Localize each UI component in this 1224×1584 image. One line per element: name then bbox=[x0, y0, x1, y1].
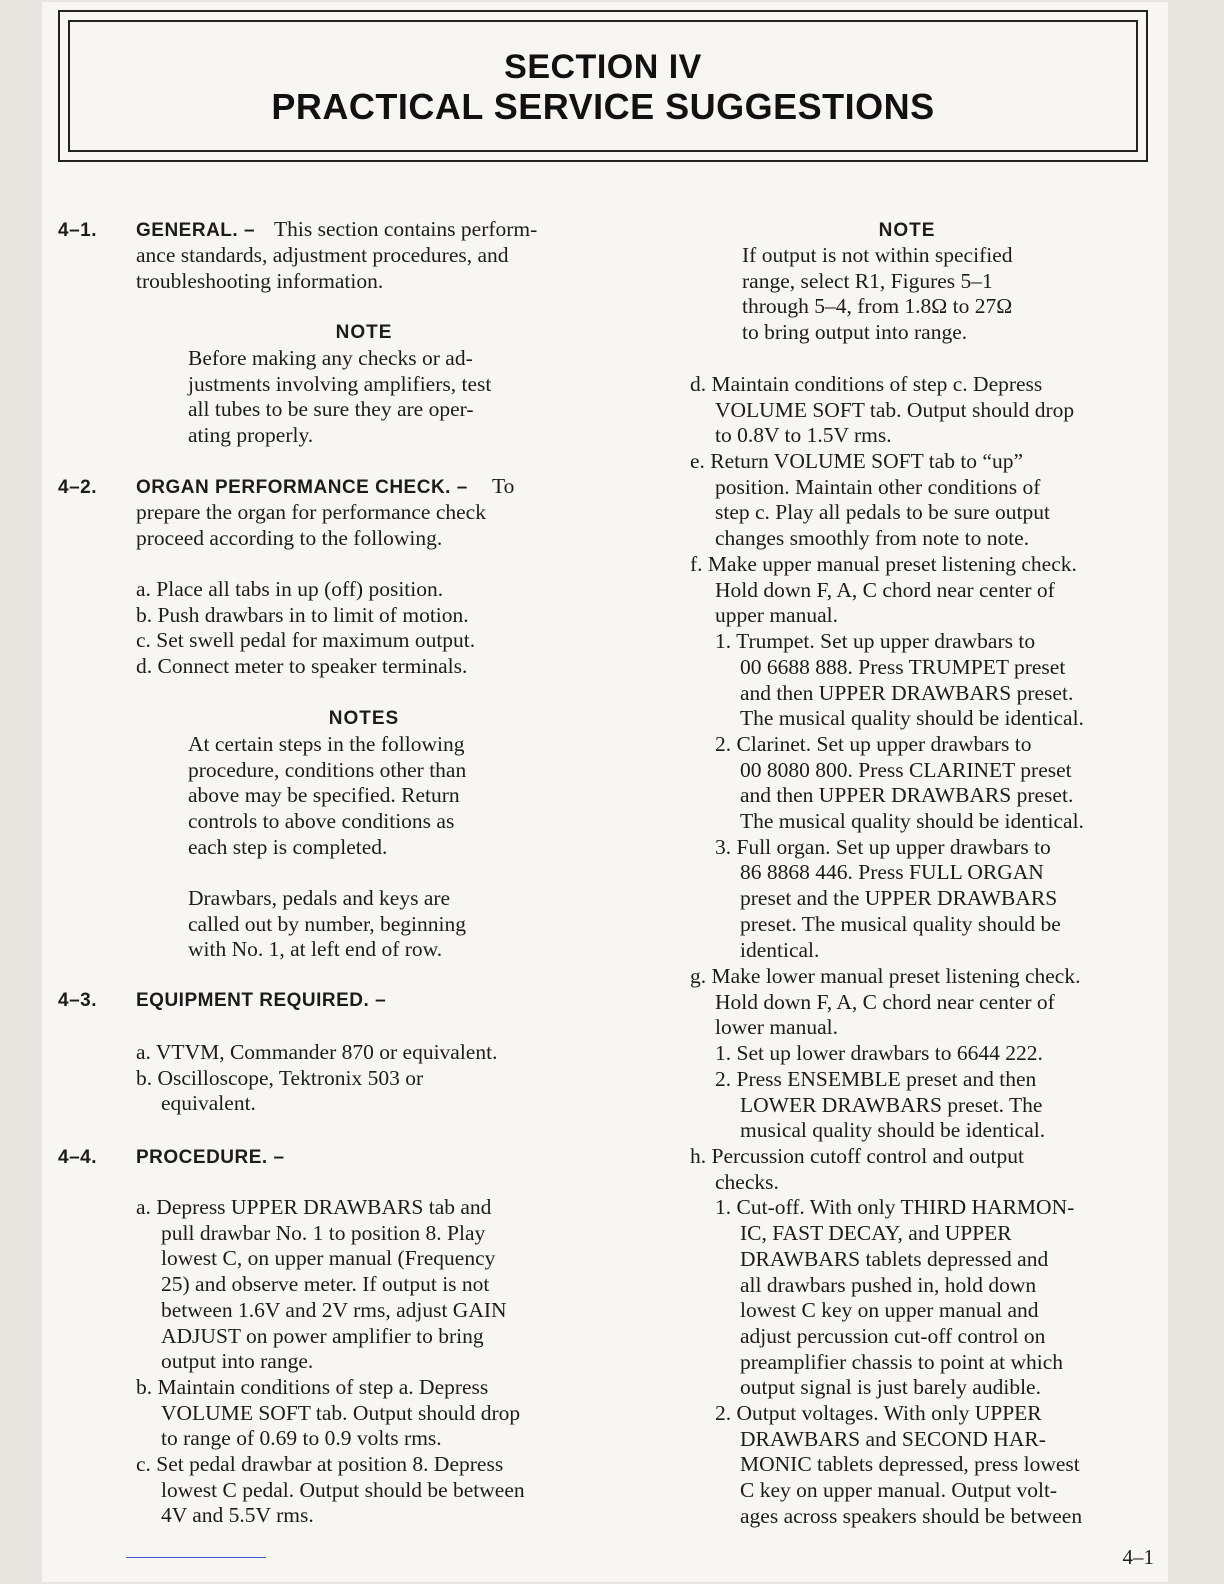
right-note-body bbox=[742, 243, 1013, 346]
list-item: 1. Cut-off. With only THIRD HARMON- bbox=[715, 1195, 1075, 1220]
text-line: step c. Play all pedals to be sure output bbox=[715, 500, 1050, 525]
text-line: VOLUME SOFT tab. Output should drop bbox=[715, 397, 1075, 422]
text-line: checks. bbox=[715, 1169, 779, 1194]
text-line: LOWER DRAWBARS preset. The bbox=[740, 1092, 1043, 1117]
text-line: to 0.8V to 1.5V rms. bbox=[715, 423, 892, 448]
section-4-2-steps bbox=[136, 577, 475, 680]
note-heading: NOTE bbox=[335, 322, 393, 343]
text-line: preset. The musical quality should be bbox=[740, 911, 1061, 936]
text-line: proceed according to the following. bbox=[136, 525, 443, 550]
text-line: DRAWBARS and SECOND HAR- bbox=[740, 1426, 1046, 1451]
list-item: 1. Set up lower drawbars to 6644 222. bbox=[715, 1041, 1043, 1066]
section-4-1-number: 4–1. bbox=[58, 220, 97, 241]
section-4-4-heading: PROCEDURE. – bbox=[136, 1147, 285, 1168]
list-item: a. Place all tabs in up (off) position. bbox=[136, 577, 444, 601]
procedure-step-d bbox=[690, 372, 1074, 449]
list-item: equivalent. bbox=[161, 1091, 256, 1116]
text-line: a. Depress UPPER DRAWBARS tab and bbox=[136, 1195, 492, 1219]
text-line: procedure, conditions other than bbox=[188, 757, 467, 782]
text-line: ance standards, adjustment procedures, and bbox=[136, 243, 509, 267]
text-line: If output is not within specified bbox=[742, 243, 1013, 267]
list-item: c. Set swell pedal for maximum output. bbox=[136, 628, 476, 653]
text-line: d. Maintain conditions of step c. Depress bbox=[690, 372, 1043, 396]
text-line: controls to above conditions as bbox=[188, 809, 455, 834]
text-line: Drawbars, pedals and keys are bbox=[188, 886, 451, 910]
section-4-2-heading: ORGAN PERFORMANCE CHECK. – bbox=[136, 477, 468, 498]
procedure-step-b bbox=[136, 1375, 520, 1452]
text-line: lowest C key on upper manual and bbox=[740, 1298, 1039, 1323]
procedure-step-f bbox=[690, 552, 1084, 963]
text-line: musical quality should be identical. bbox=[740, 1118, 1046, 1143]
text-line: 86 8868 446. Press FULL ORGAN bbox=[740, 860, 1044, 885]
section-4-3-list bbox=[136, 1040, 497, 1117]
text-line: and then UPPER DRAWBARS preset. bbox=[740, 783, 1074, 808]
section-4-2-number: 4–2. bbox=[58, 477, 97, 498]
list-item: b. Push drawbars in to limit of motion. bbox=[136, 602, 469, 627]
text-line: preamplifier chassis to point at which bbox=[740, 1349, 1064, 1374]
text-line: MONIC tablets depressed, press lowest bbox=[740, 1452, 1080, 1477]
text-line: IC, FAST DECAY, and UPPER bbox=[740, 1221, 1012, 1246]
section-4-3-number: 4–3. bbox=[58, 990, 97, 1011]
procedure-step-e bbox=[690, 449, 1050, 552]
text-line: DRAWBARS tablets depressed and bbox=[740, 1246, 1049, 1271]
text-line: ages across speakers should be between bbox=[740, 1503, 1083, 1528]
text-line: ADJUST on power amplifier to bring bbox=[161, 1323, 484, 1348]
text-line: adjust percussion cut-off control on bbox=[740, 1323, 1046, 1348]
section-4-1-body bbox=[136, 243, 509, 294]
list-item: d. Connect meter to speaker terminals. bbox=[136, 654, 468, 679]
text-line: h. Percussion cutoff control and output bbox=[690, 1144, 1024, 1168]
text-line: Hold down F, A, C chord near center of bbox=[715, 577, 1055, 602]
text-line: all drawbars pushed in, hold down bbox=[740, 1272, 1037, 1297]
text-line: each step is completed. bbox=[188, 834, 388, 859]
text-line: through 5–4, from 1.8Ω to 27Ω bbox=[742, 294, 1013, 319]
text-line: b. Maintain conditions of step a. Depress bbox=[136, 1375, 489, 1399]
text-line: The musical quality should be identical. bbox=[740, 809, 1084, 834]
section-4-4-number: 4–4. bbox=[58, 1147, 97, 1168]
procedure-step-h bbox=[690, 1144, 1082, 1530]
text-line: lower manual. bbox=[715, 1015, 838, 1040]
text-line: above may be specified. Return bbox=[188, 783, 460, 808]
section-subtitle: PRACTICAL SERVICE SUGGESTIONS bbox=[271, 86, 935, 127]
notes-body-1 bbox=[188, 732, 466, 861]
notes-body-2 bbox=[188, 886, 466, 963]
text-line: 00 6688 888. Press TRUMPET preset bbox=[740, 654, 1066, 679]
list-item: a. VTVM, Commander 870 or equivalent. bbox=[136, 1040, 498, 1064]
text-line: prepare the organ for performance check bbox=[136, 500, 486, 524]
text-line: ating properly. bbox=[188, 423, 314, 448]
text-line: position. Maintain other conditions of bbox=[715, 474, 1041, 499]
section-4-1-heading: GENERAL. – bbox=[136, 220, 256, 241]
text-line: output signal is just barely audible. bbox=[740, 1375, 1041, 1400]
text-line: 00 8080 800. Press CLARINET preset bbox=[740, 757, 1072, 782]
text-line: Before making any checks or ad- bbox=[188, 346, 473, 370]
text-line: 25) and observe meter. If output is not bbox=[161, 1272, 490, 1297]
text-line: e. Return VOLUME SOFT tab to “up” bbox=[690, 449, 1024, 473]
right-column bbox=[612, 0, 1172, 1584]
footer-rule bbox=[126, 1557, 266, 1558]
text-line: lowest C pedal. Output should be between bbox=[161, 1477, 525, 1502]
text-line: c. Set pedal drawbar at position 8. Depress bbox=[136, 1452, 504, 1476]
text-line: lowest C, on upper manual (Frequency bbox=[161, 1246, 496, 1271]
section-4-2-body bbox=[136, 500, 486, 551]
text-line: to bring output into range. bbox=[742, 320, 968, 345]
text-line: output into range. bbox=[161, 1349, 314, 1374]
text-line: between 1.6V and 2V rms, adjust GAIN bbox=[161, 1297, 507, 1322]
text-line: C key on upper manual. Output volt- bbox=[740, 1478, 1058, 1503]
text-line: 4V and 5.5V rms. bbox=[161, 1503, 314, 1528]
right-note-heading: NOTE bbox=[878, 220, 936, 241]
text-line: preset and the UPPER DRAWBARS bbox=[740, 886, 1058, 911]
text-line: changes smoothly from note to note. bbox=[715, 526, 1030, 551]
text-line: troubleshooting information. bbox=[136, 268, 384, 293]
text-line: f. Make upper manual preset listening check. bbox=[690, 552, 1077, 576]
text-line: The musical quality should be identical. bbox=[740, 706, 1084, 731]
list-item: 1. Trumpet. Set up upper drawbars to bbox=[715, 629, 1036, 654]
procedure-step-c bbox=[136, 1452, 525, 1529]
text-line: with No. 1, at left end of row. bbox=[188, 937, 443, 962]
text-line: g. Make lower manual preset listening check. bbox=[690, 964, 1081, 988]
text-line: called out by number, beginning bbox=[188, 911, 466, 936]
text-line: pull drawbar No. 1 to position 8. Play bbox=[161, 1220, 486, 1245]
section-4-1-text: This section contains perform- bbox=[274, 217, 538, 241]
list-item: 2. Clarinet. Set up upper drawbars to bbox=[715, 731, 1032, 756]
section-4-2-text: To bbox=[492, 474, 515, 498]
list-item: 3. Full organ. Set up upper drawbars to bbox=[715, 834, 1051, 859]
list-item: 2. Output voltages. With only UPPER bbox=[715, 1401, 1042, 1426]
text-line: Hold down F, A, C chord near center of bbox=[715, 989, 1055, 1014]
list-item: 2. Press ENSEMBLE preset and then bbox=[715, 1066, 1037, 1091]
section-4-3-heading: EQUIPMENT REQUIRED. – bbox=[136, 990, 387, 1011]
text-line: justments involving amplifiers, test bbox=[188, 371, 492, 396]
text-line: VOLUME SOFT tab. Output should drop bbox=[161, 1400, 521, 1425]
text-line: and then UPPER DRAWBARS preset. bbox=[740, 680, 1074, 705]
text-line: range, select R1, Figures 5–1 bbox=[742, 268, 993, 293]
list-item: b. Oscilloscope, Tektronix 503 or bbox=[136, 1065, 424, 1090]
page-number: 4–1 bbox=[1122, 1545, 1154, 1569]
text-line: identical. bbox=[740, 937, 820, 962]
text-line: upper manual. bbox=[715, 603, 838, 628]
note-body bbox=[188, 346, 491, 449]
text-line: to range of 0.69 to 0.9 volts rms. bbox=[161, 1426, 442, 1451]
procedure-step-a bbox=[136, 1195, 507, 1375]
text-line: all tubes to be sure they are oper- bbox=[188, 397, 474, 422]
text-line: At certain steps in the following bbox=[188, 732, 465, 756]
section-title: SECTION IV bbox=[504, 48, 702, 86]
procedure-step-g bbox=[690, 964, 1080, 1144]
notes-heading: NOTES bbox=[328, 708, 400, 729]
